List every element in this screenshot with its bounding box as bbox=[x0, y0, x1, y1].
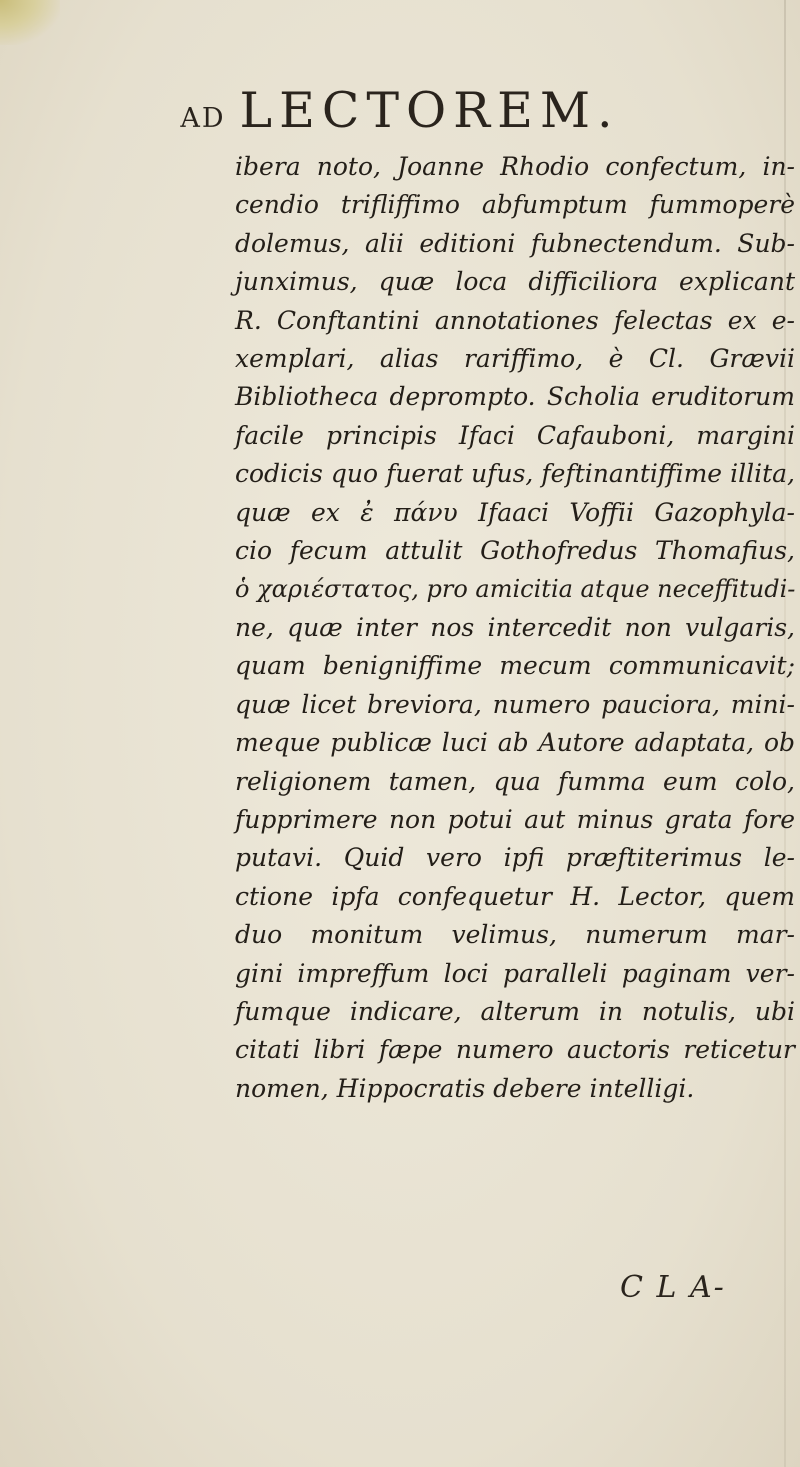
text-line: fupprimere non potui aut minus grata fore bbox=[235, 804, 795, 834]
text-line: ὁ χαριέστατος, pro amicitia atque neceffitudi- bbox=[235, 575, 796, 604]
text-line: citati libri fæpe numero auctoris reticetur bbox=[235, 1035, 795, 1065]
text-line: quam benigniffime mecum communicavit; bbox=[235, 651, 795, 681]
text-line: gini impreffum loci paralleli paginam ver- bbox=[235, 958, 795, 988]
text-line: ne, quæ inter nos intercedit non vulgaris, bbox=[235, 612, 795, 642]
text-line: quæ licet breviora, numero pauciora, mini- bbox=[235, 689, 795, 719]
text-line: putavi. Quid vero ipfi præftiterimus le- bbox=[235, 843, 795, 873]
text-line: dolemus, alii editioni fubnectendum. Sub- bbox=[235, 228, 795, 258]
corner-stain bbox=[0, 0, 60, 45]
text-line: meque publicæ luci ab Autore adaptata, ob bbox=[235, 728, 795, 758]
text-line: duo monitum velimus, numerum mar- bbox=[235, 920, 795, 950]
text-line: junximus, quæ loca difficiliora explicant bbox=[235, 267, 795, 297]
text-line: ibera noto, Joanne Rhodio confectum, in- bbox=[235, 152, 795, 181]
text-line: R. Conftantini annotationes felectas ex e- bbox=[235, 305, 795, 335]
heading-title: LECTOREM. bbox=[239, 82, 620, 139]
text-line: Bibliotheca deprompto. Scholia eruditorum bbox=[235, 382, 795, 412]
page-heading bbox=[0, 82, 800, 139]
text-line: xemplari, alias rariffimo, è Cl. Grævii bbox=[235, 344, 795, 374]
text-line: quæ ex ἐ πάνυ Ifaaci Voffii Gazophyla- bbox=[235, 497, 795, 527]
text-line: ctione ipfa confequetur H. Lector, quem bbox=[235, 881, 795, 911]
text-line: cio fecum attulit Gothofredus Thomafius, bbox=[235, 536, 795, 566]
text-line: fumque indicare, alterum in notulis, ubi bbox=[235, 996, 795, 1026]
text-line: facile principis Ifaci Cafauboni, margini bbox=[235, 420, 795, 450]
text-line: cendio trifliffimo abfumptum fummoperè bbox=[235, 190, 795, 220]
text-line: codicis quo fuerat ufus, feftinantiffime illita, bbox=[235, 459, 795, 489]
text-line: religionem tamen, qua fumma eum colo, bbox=[235, 766, 795, 796]
text-line: nomen, Hippocratis debere intelligi. bbox=[235, 1073, 695, 1103]
body-text bbox=[235, 148, 795, 1108]
catchword: C L A- bbox=[620, 1270, 726, 1305]
heading-prefix: AD bbox=[180, 103, 226, 134]
